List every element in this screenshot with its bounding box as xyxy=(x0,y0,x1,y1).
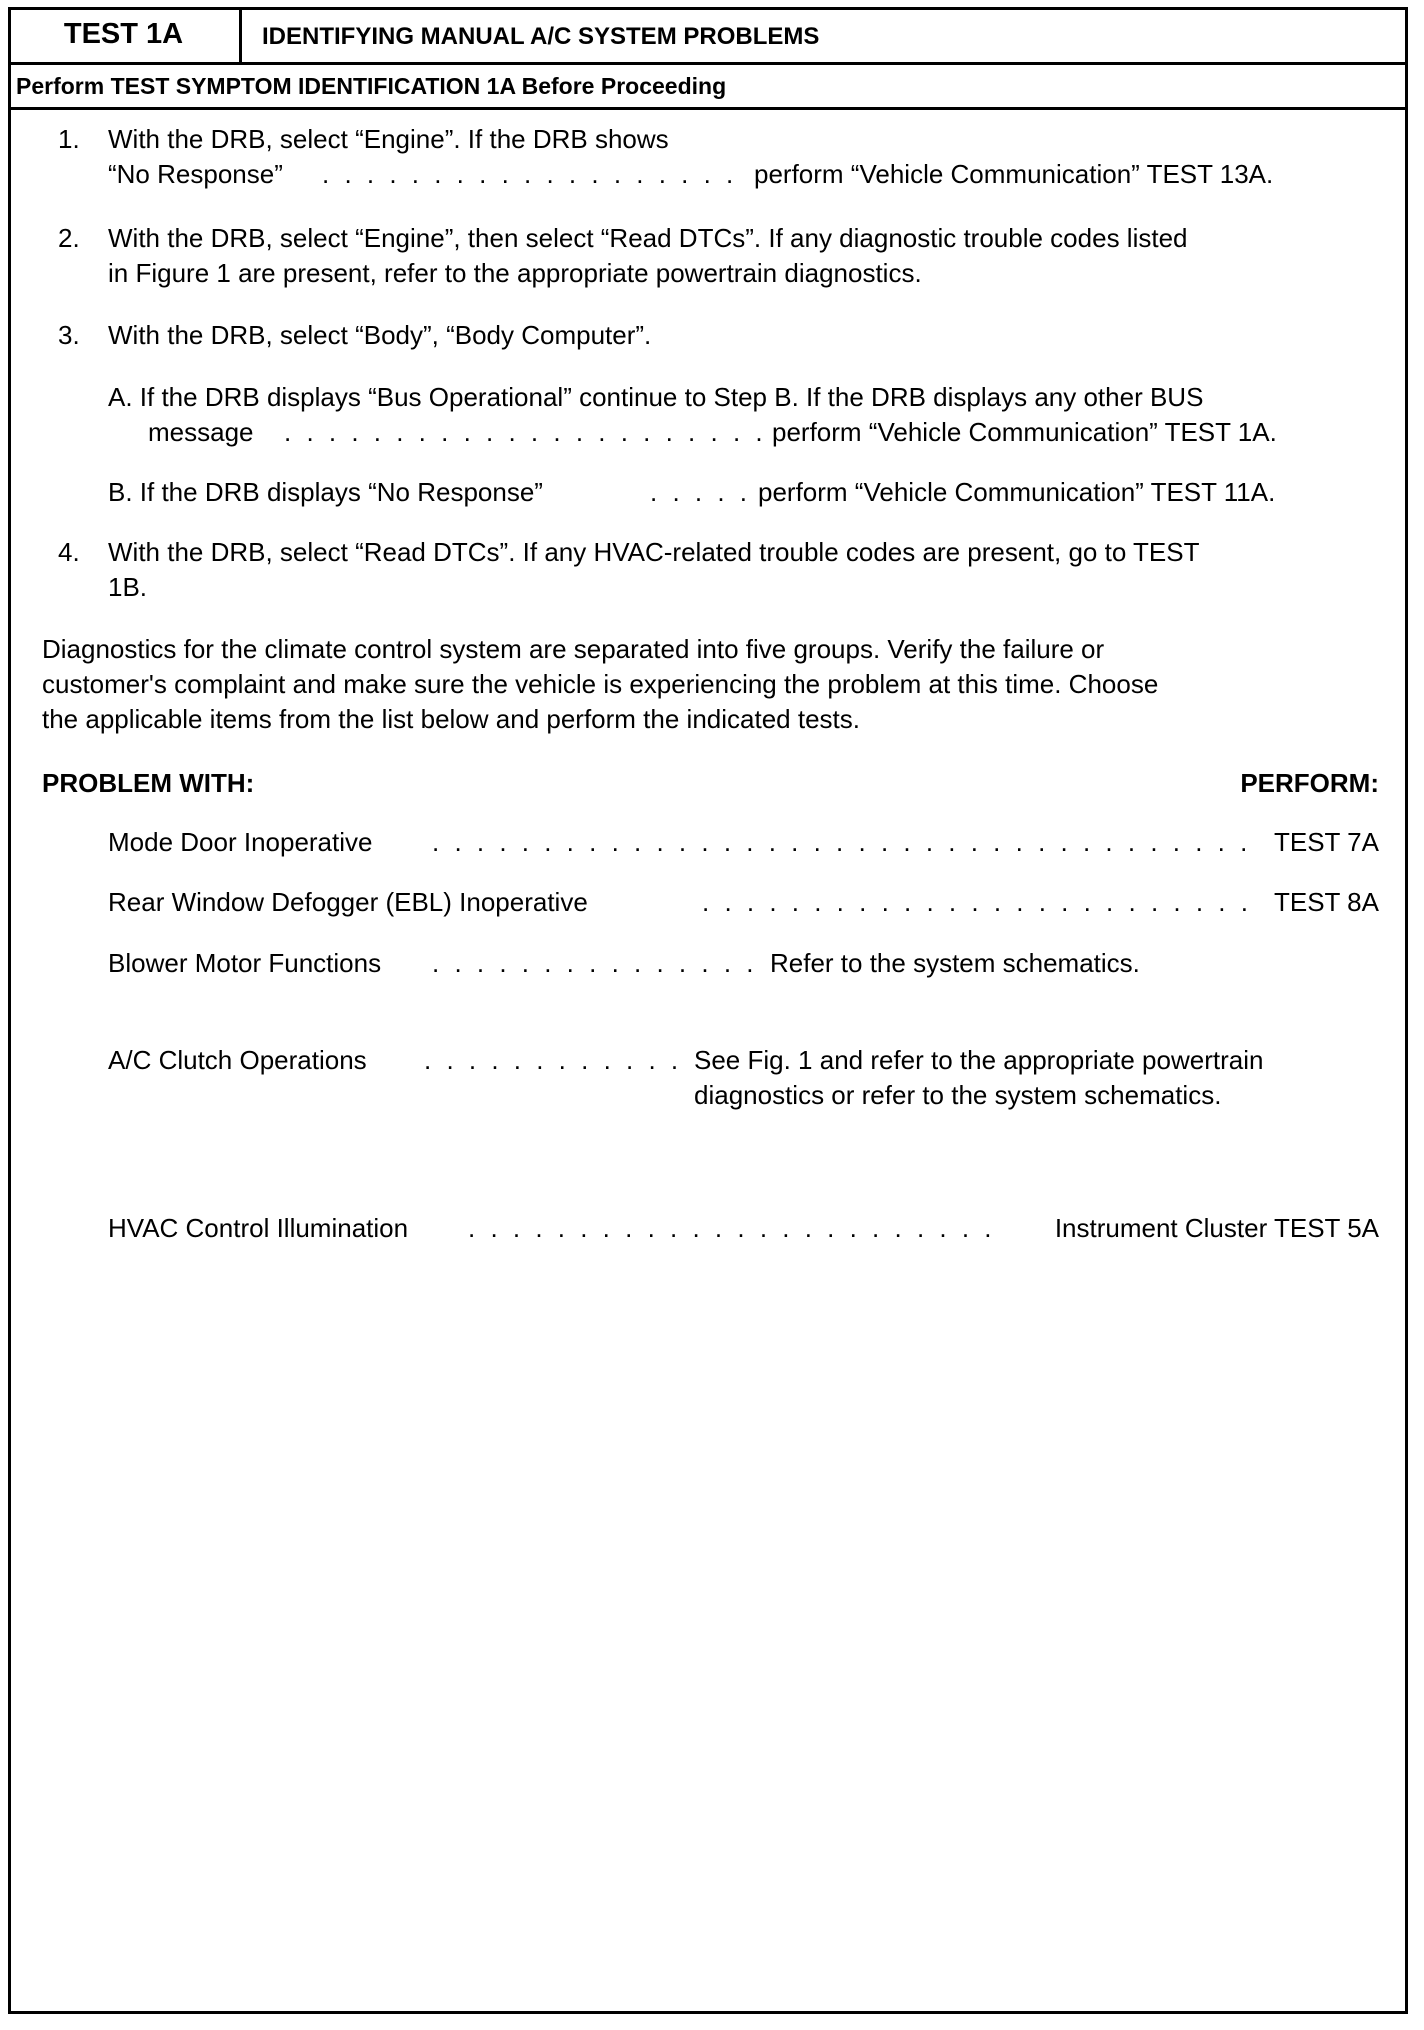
step-4-text-cont: 1B. xyxy=(108,572,148,602)
step-1-condition: “No Response” xyxy=(108,159,283,189)
problem-item: HVAC Control Illumination xyxy=(108,1213,409,1243)
page-frame xyxy=(8,7,1408,2014)
leader-dots xyxy=(322,159,750,189)
step-1-action: perform “Vehicle Communication” TEST 13A. xyxy=(754,159,1274,189)
step-2-text-cont: in Figure 1 are present, refer to the appropriate powertrain diagnostics. xyxy=(108,258,922,288)
step-number: 1. xyxy=(58,124,80,154)
perform-item: Refer to the system schematics. xyxy=(770,948,1140,978)
problem-item: A/C Clutch Operations xyxy=(108,1045,367,1075)
intro-line: customer's complaint and make sure the vehicle is experiencing the problem at this time. Choose xyxy=(42,669,1159,699)
intro-line: the applicable items from the list below and perform the indicated tests. xyxy=(42,704,860,734)
problem-item: Mode Door Inoperative xyxy=(108,827,373,857)
leader-dots xyxy=(650,477,754,507)
step-3-text: With the DRB, select “Body”, “Body Computer”. xyxy=(108,320,652,350)
problem-item: Rear Window Defogger (EBL) Inoperative xyxy=(108,887,588,917)
prerequisite-note: Perform TEST SYMPTOM IDENTIFICATION 1A Before Proceeding xyxy=(8,65,1408,110)
step-3a-action: perform “Vehicle Communication” TEST 1A. xyxy=(772,417,1277,447)
column-header-perform: PERFORM: xyxy=(1240,768,1379,798)
step-number: 4. xyxy=(58,537,80,567)
leader-dots xyxy=(284,417,768,447)
perform-item: TEST 8A xyxy=(1273,887,1379,917)
perform-item: Instrument Cluster TEST 5A xyxy=(1054,1213,1379,1243)
test-id: TEST 1A xyxy=(8,7,242,62)
leader-dots xyxy=(424,1045,690,1075)
leader-dots xyxy=(432,948,766,978)
step-number: 3. xyxy=(58,320,80,350)
test-header xyxy=(8,7,1408,65)
step-3a-text: A. If the DRB displays “Bus Operational” continue to Step B. If the DRB displays any other BUS xyxy=(108,382,1204,412)
step-2-text: With the DRB, select “Engine”, then select “Read DTCs”. If any diagnostic trouble codes listed xyxy=(108,223,1188,253)
test-title: IDENTIFYING MANUAL A/C SYSTEM PROBLEMS xyxy=(262,23,820,50)
step-number: 2. xyxy=(58,223,80,253)
step-3a-condition: message xyxy=(148,417,254,447)
leader-dots xyxy=(432,827,1248,857)
step-4-text: With the DRB, select “Read DTCs”. If any HVAC-related trouble codes are present, go to TEST xyxy=(108,537,1200,567)
step-3b-action: perform “Vehicle Communication” TEST 11A. xyxy=(758,477,1276,507)
perform-item: See Fig. 1 and refer to the appropriate powertrain xyxy=(694,1045,1264,1075)
perform-item-cont: diagnostics or refer to the system schematics. xyxy=(694,1080,1222,1110)
leader-dots xyxy=(468,1213,990,1243)
step-1-text: With the DRB, select “Engine”. If the DRB shows xyxy=(108,124,669,154)
perform-item: TEST 7A xyxy=(1273,827,1379,857)
problem-item: Blower Motor Functions xyxy=(108,948,382,978)
intro-line: Diagnostics for the climate control system are separated into five groups. Verify the failure or xyxy=(42,634,1105,664)
column-header-problem: PROBLEM WITH: xyxy=(42,768,255,798)
leader-dots xyxy=(702,887,1248,917)
step-3b-condition: B. If the DRB displays “No Response” xyxy=(108,477,543,507)
